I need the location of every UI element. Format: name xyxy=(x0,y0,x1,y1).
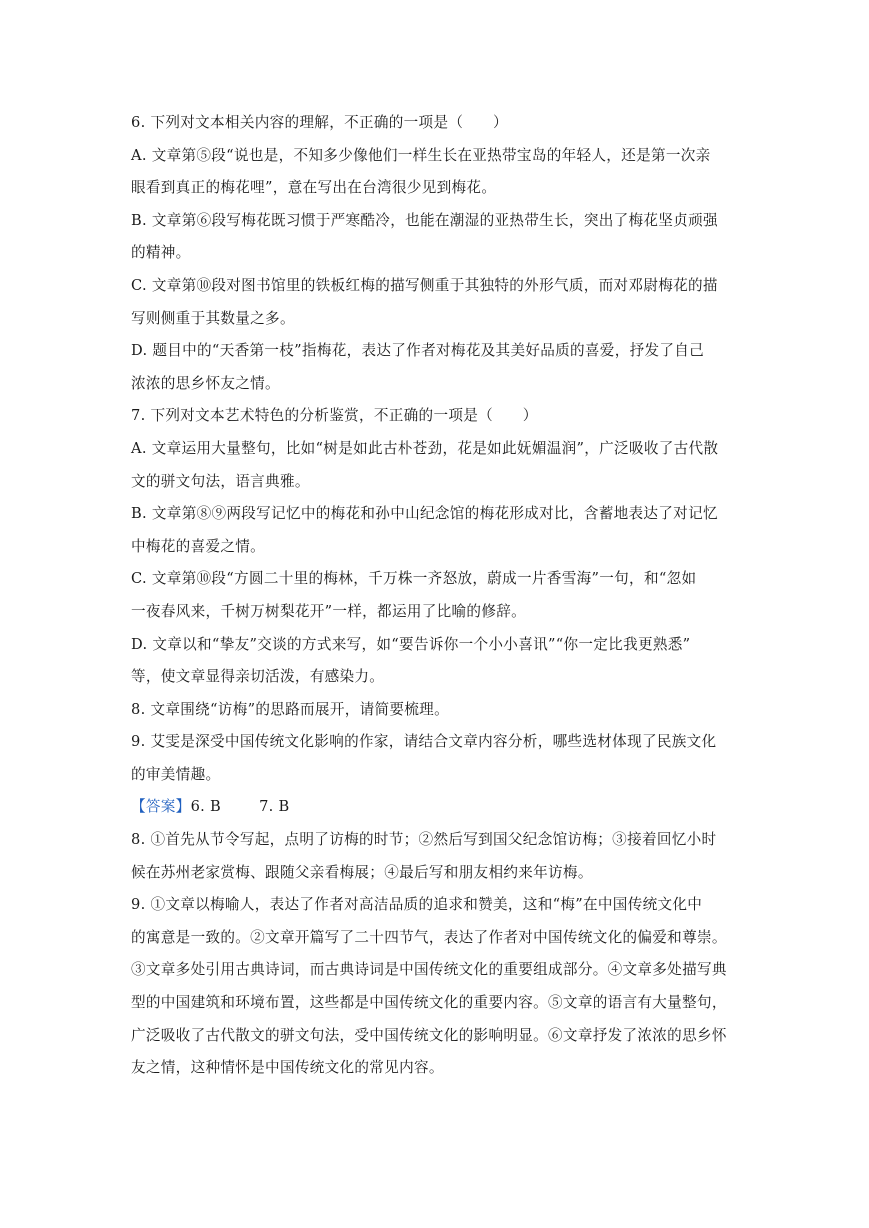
q7-option-b-line2: 中梅花的喜爱之情。 xyxy=(131,537,266,555)
q6-option-d-line2: 浓浓的思乡怀友之情。 xyxy=(131,374,280,392)
answer-9-line1: 9. ①文章以梅喻人，表达了作者对高洁品质的追求和赞美，这和“梅”在中国传统文化中 xyxy=(131,896,703,914)
q7-option-d-line1: D. 文章以和“挚友”交谈的方式来写，如“要告诉你一个小小喜讯”“你一定比我更熟悉” xyxy=(131,635,691,653)
q7-option-d-line2: 等，使文章显得亲切活泼，有感染力。 xyxy=(131,668,385,686)
q6-stem: 6. 下列对文本相关内容的理解，不正确的一项是（ ） xyxy=(131,114,508,131)
q6-option-a-line1: A. 文章第⑤段“说也是，不知多少像他们一样生长在亚热带宝岛的年轻人，还是第一次亲 xyxy=(131,146,711,164)
answer-q6: 6. B xyxy=(190,798,222,816)
answer-8-line2: 候在苏州老家赏梅、跟随父亲看梅展；④最后写和朋友相约来年访梅。 xyxy=(131,863,593,881)
q6-option-b-line2: 的精神。 xyxy=(131,244,191,262)
q6-option-c-line2: 写则侧重于其数量之多。 xyxy=(131,309,295,327)
q6-option-d-line1: D. 题目中的“天香第一枝”指梅花，表达了作者对梅花及其美好品质的喜爱，抒发了自己 xyxy=(131,342,705,360)
q7-option-c-line2: 一夜春风来，千树万树梨花开”一样，都运用了比喻的修辞。 xyxy=(131,602,527,620)
q6-option-c-line1: C. 文章第⑩段对图书馆里的铁板红梅的描写侧重于其独特的外形气质，而对邓尉梅花的描 xyxy=(131,276,718,294)
answer-q7: 7. B xyxy=(259,798,290,816)
document-content xyxy=(131,107,743,1085)
q6-option-b-line1: B. 文章第⑥段写梅花既习惯于严寒酷冷，也能在潮湿的亚热带生长，突出了梅花坚贞顽强 xyxy=(131,211,718,229)
q7-option-c-line1: C. 文章第⑩段“方圆二十里的梅林，千万株一齐怒放，蔚成一片香雪海”一句，和“忽如 xyxy=(131,570,697,588)
answer-summary xyxy=(131,791,743,824)
answer-9-line6: 友之情，这种情怀是中国传统文化的常见内容。 xyxy=(131,1059,444,1077)
q7-option-a-line1: A. 文章运用大量整句，比如“树是如此古朴苍劲，花是如此妩媚温润”，广泛吸收了古代散 xyxy=(131,439,719,457)
q9-stem-line1: 9. 艾雯是深受中国传统文化影响的作家，请结合文章内容分析，哪些选材体现了民族文化 xyxy=(131,733,717,751)
answer-9-line2: 的寓意是一致的。②文章开篇写了二十四节气，表达了作者对中国传统文化的偏爱和尊崇。 xyxy=(131,928,727,946)
answer-9-line5: 广泛吸收了古代散文的骈文句法，受中国传统文化的影响明显。⑥文章抒发了浓浓的思乡怀 xyxy=(131,1026,727,1044)
answer-8-line1: 8. ①首先从节令写起，点明了访梅的时节；②然后写到国父纪念馆访梅；③接着回忆小时 xyxy=(131,831,717,849)
q7-option-a-line2: 文的骈文句法，语言典雅。 xyxy=(131,472,310,490)
q7-stem: 7. 下列对文本艺术特色的分析鉴赏，不正确的一项是（ ） xyxy=(131,407,538,425)
answer-9-line4: 型的中国建筑和环境布置，这些都是中国传统文化的重要内容。⑤文章的语言有大量整句， xyxy=(131,994,727,1012)
q8-stem: 8. 文章围绕“访梅”的思路而展开，请简要梳理。 xyxy=(131,700,449,718)
answer-9-line3: ③文章多处引用古典诗词，而古典诗词是中国传统文化的重要组成部分。④文章多处描写典 xyxy=(131,961,727,979)
q7-option-b-line1: B. 文章第⑧⑨两段写记忆中的梅花和孙中山纪念馆的梅花形成对比，含蓄地表达了对记忆 xyxy=(131,505,718,523)
q9-stem-line2: 的审美情趣。 xyxy=(131,765,221,783)
answer-tag: 【答案】 xyxy=(131,798,191,816)
q6-option-a-line2: 眼看到真正的梅花哩”，意在写出在台湾很少见到梅花。 xyxy=(131,179,497,197)
